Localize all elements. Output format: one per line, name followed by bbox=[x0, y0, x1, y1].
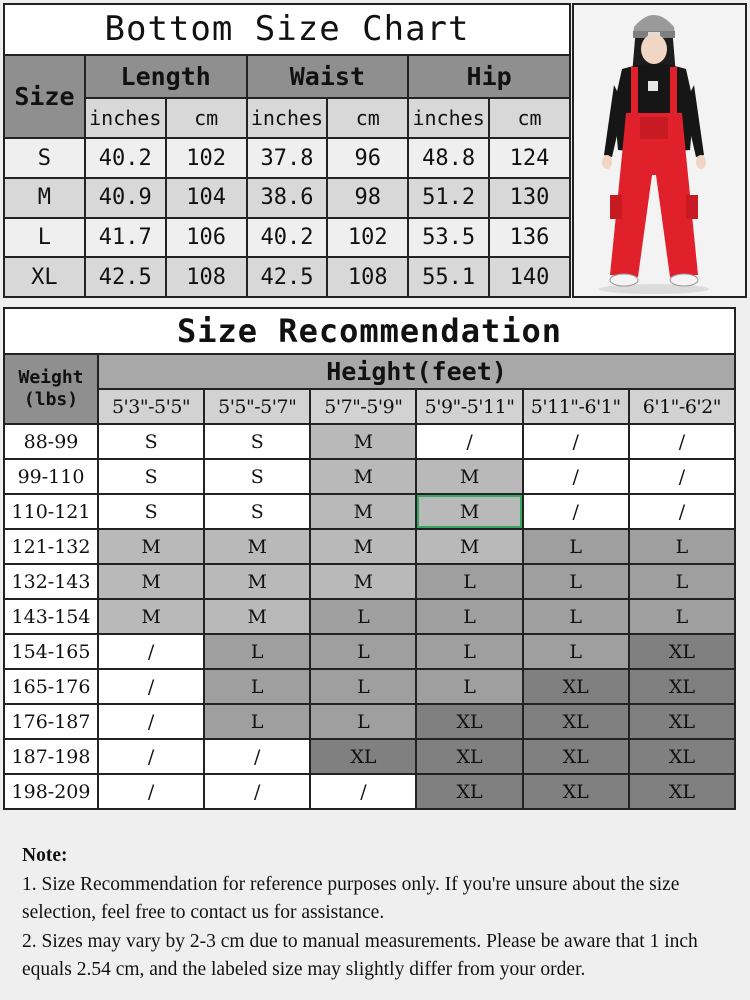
recommended-size-cell: L bbox=[204, 669, 310, 704]
unit-header: inches bbox=[408, 98, 489, 139]
recommended-size-cell: M bbox=[310, 529, 416, 564]
unit-header: cm bbox=[489, 98, 570, 139]
recommendation-row bbox=[4, 739, 735, 774]
recommended-size-cell: L bbox=[204, 634, 310, 669]
recommended-size-cell: M bbox=[204, 564, 310, 599]
recommended-size-cell: XL bbox=[629, 669, 735, 704]
measurement-cell: 48.8 bbox=[408, 138, 489, 178]
hip-header: Hip bbox=[408, 55, 570, 98]
recommended-size-cell: / bbox=[98, 739, 204, 774]
recommended-size-cell: XL bbox=[416, 774, 522, 809]
measurement-cell: 104 bbox=[166, 178, 247, 218]
weight-header bbox=[4, 354, 98, 424]
recommended-size-cell: M bbox=[98, 599, 204, 634]
recommended-size-cell: L bbox=[416, 669, 522, 704]
recommended-size-cell: / bbox=[98, 634, 204, 669]
weight-range: 88-99 bbox=[4, 424, 98, 459]
measurement-cell: 41.7 bbox=[85, 218, 166, 258]
recommended-size-cell: S bbox=[204, 459, 310, 494]
weight-range: 187-198 bbox=[4, 739, 98, 774]
size-label: XL bbox=[4, 257, 85, 297]
weight-range: 165-176 bbox=[4, 669, 98, 704]
recommended-size-cell: M bbox=[98, 564, 204, 599]
weight-range: 132-143 bbox=[4, 564, 98, 599]
size-label: M bbox=[4, 178, 85, 218]
recommendation-row bbox=[4, 669, 735, 704]
recommended-size-cell: L bbox=[310, 704, 416, 739]
weight-range: 99-110 bbox=[4, 459, 98, 494]
recommended-size-cell: M bbox=[310, 564, 416, 599]
height-range-header: 5'11"-6'1" bbox=[523, 389, 629, 424]
measurement-cell: 38.6 bbox=[247, 178, 328, 218]
recommended-size-cell: XL bbox=[523, 669, 629, 704]
recommended-size-cell: XL bbox=[310, 739, 416, 774]
recommended-size-cell: S bbox=[98, 424, 204, 459]
model-illustration bbox=[574, 5, 745, 296]
recommended-size-cell: L bbox=[523, 564, 629, 599]
recommended-size-cell: L bbox=[310, 599, 416, 634]
recommended-size-cell: L bbox=[629, 564, 735, 599]
recommendation-row bbox=[4, 529, 735, 564]
recommended-size-cell: XL bbox=[523, 704, 629, 739]
height-range-header: 6'1"-6'2" bbox=[629, 389, 735, 424]
weight-range: 154-165 bbox=[4, 634, 98, 669]
waist-header: Waist bbox=[247, 55, 409, 98]
recommended-size-cell: XL bbox=[523, 739, 629, 774]
recommended-size-cell: / bbox=[523, 459, 629, 494]
recommendation-row bbox=[4, 564, 735, 599]
recommended-size-cell: / bbox=[629, 494, 735, 529]
model-photo bbox=[572, 3, 747, 298]
recommended-size-cell: XL bbox=[416, 704, 522, 739]
recommendation-title: Size Recommendation bbox=[4, 308, 735, 354]
size-row bbox=[4, 178, 570, 218]
weight-header-label: Weight bbox=[18, 366, 84, 388]
measurement-cell: 102 bbox=[327, 218, 408, 258]
weight-header-unit: (lbs) bbox=[23, 389, 79, 410]
size-label: L bbox=[4, 218, 85, 258]
measurement-cell: 42.5 bbox=[85, 257, 166, 297]
measurement-cell: 37.8 bbox=[247, 138, 328, 178]
measurement-cell: 40.9 bbox=[85, 178, 166, 218]
recommended-size-cell: L bbox=[523, 529, 629, 564]
recommended-size-cell: M bbox=[310, 459, 416, 494]
weight-range: 121-132 bbox=[4, 529, 98, 564]
weight-range: 143-154 bbox=[4, 599, 98, 634]
recommended-size-cell: S bbox=[204, 494, 310, 529]
note-line-1: 1. Size Recommendation for reference purposes only. If you're unsure about the size selection, feel free to contact us for assistance. bbox=[22, 873, 680, 923]
note-section bbox=[22, 842, 732, 985]
height-range-header: 5'7"-5'9" bbox=[310, 389, 416, 424]
recommended-size-cell: XL bbox=[629, 704, 735, 739]
recommended-size-cell: M bbox=[416, 494, 522, 529]
measurement-cell: 130 bbox=[489, 178, 570, 218]
recommended-size-cell: S bbox=[98, 494, 204, 529]
recommended-size-cell: / bbox=[98, 704, 204, 739]
size-recommendation-section bbox=[3, 307, 736, 839]
recommended-size-cell: L bbox=[523, 634, 629, 669]
unit-header: cm bbox=[166, 98, 247, 139]
recommended-size-cell: / bbox=[98, 669, 204, 704]
recommended-size-cell: L bbox=[629, 529, 735, 564]
unit-header: cm bbox=[327, 98, 408, 139]
recommendation-row bbox=[4, 424, 735, 459]
recommended-size-cell: M bbox=[310, 494, 416, 529]
recommended-size-cell: XL bbox=[523, 774, 629, 809]
measurement-cell: 53.5 bbox=[408, 218, 489, 258]
unit-header: inches bbox=[85, 98, 166, 139]
recommended-size-cell: / bbox=[204, 739, 310, 774]
recommended-size-cell: / bbox=[629, 424, 735, 459]
recommended-size-cell: / bbox=[310, 774, 416, 809]
recommended-size-cell: S bbox=[98, 459, 204, 494]
recommended-size-cell: XL bbox=[629, 739, 735, 774]
recommendation-row bbox=[4, 494, 735, 529]
recommendation-row bbox=[4, 459, 735, 494]
size-row bbox=[4, 138, 570, 178]
recommended-size-cell: M bbox=[204, 599, 310, 634]
unit-header: inches bbox=[247, 98, 328, 139]
recommended-size-cell: M bbox=[98, 529, 204, 564]
recommended-size-cell: L bbox=[629, 599, 735, 634]
recommended-size-cell: L bbox=[204, 704, 310, 739]
recommended-size-cell: L bbox=[523, 599, 629, 634]
height-range-header: 5'9"-5'11" bbox=[416, 389, 522, 424]
recommended-size-cell: XL bbox=[629, 634, 735, 669]
measurement-cell: 106 bbox=[166, 218, 247, 258]
recommended-size-cell: / bbox=[98, 774, 204, 809]
recommended-size-cell: / bbox=[523, 494, 629, 529]
bottom-size-chart bbox=[3, 3, 571, 298]
size-label: S bbox=[4, 138, 85, 178]
size-recommendation-table bbox=[3, 307, 736, 810]
recommendation-row bbox=[4, 634, 735, 669]
recommended-size-cell: L bbox=[310, 669, 416, 704]
note-title: Note: bbox=[22, 845, 68, 866]
measurement-cell: 40.2 bbox=[85, 138, 166, 178]
weight-range: 176-187 bbox=[4, 704, 98, 739]
height-header: Height(feet) bbox=[98, 354, 735, 389]
measurement-cell: 51.2 bbox=[408, 178, 489, 218]
height-range-header: 5'5"-5'7" bbox=[204, 389, 310, 424]
measurement-cell: 42.5 bbox=[247, 257, 328, 297]
measurement-cell: 98 bbox=[327, 178, 408, 218]
measurement-cell: 96 bbox=[327, 138, 408, 178]
recommended-size-cell: L bbox=[416, 599, 522, 634]
recommended-size-cell: / bbox=[629, 459, 735, 494]
measurement-cell: 102 bbox=[166, 138, 247, 178]
size-column-header: Size bbox=[4, 55, 85, 138]
recommended-size-cell: S bbox=[204, 424, 310, 459]
weight-range: 198-209 bbox=[4, 774, 98, 809]
measurement-cell: 108 bbox=[327, 257, 408, 297]
recommended-size-cell: L bbox=[416, 634, 522, 669]
recommended-size-cell: L bbox=[416, 564, 522, 599]
recommended-size-cell: / bbox=[204, 774, 310, 809]
recommended-size-cell: M bbox=[416, 459, 522, 494]
measurement-cell: 140 bbox=[489, 257, 570, 297]
recommended-size-cell: XL bbox=[416, 739, 522, 774]
recommendation-row bbox=[4, 774, 735, 809]
recommendation-row bbox=[4, 704, 735, 739]
measurement-cell: 136 bbox=[489, 218, 570, 258]
height-range-header: 5'3"-5'5" bbox=[98, 389, 204, 424]
note-line-2: 2. Sizes may vary by 2-3 cm due to manual measurements. Please be aware that 1 inch equals 2.54 cm, and the labeled size may slightly differ from your order. bbox=[22, 930, 698, 980]
measurement-cell: 108 bbox=[166, 257, 247, 297]
size-row bbox=[4, 218, 570, 258]
measurement-cell: 124 bbox=[489, 138, 570, 178]
recommended-size-cell: M bbox=[416, 529, 522, 564]
recommended-size-cell: L bbox=[310, 634, 416, 669]
measurement-cell: 55.1 bbox=[408, 257, 489, 297]
weight-range: 110-121 bbox=[4, 494, 98, 529]
size-row bbox=[4, 257, 570, 297]
recommended-size-cell: / bbox=[523, 424, 629, 459]
recommended-size-cell: M bbox=[310, 424, 416, 459]
length-header: Length bbox=[85, 55, 247, 98]
recommended-size-cell: M bbox=[204, 529, 310, 564]
measurement-cell: 40.2 bbox=[247, 218, 328, 258]
size-chart-title: Bottom Size Chart bbox=[4, 4, 570, 55]
recommended-size-cell: / bbox=[416, 424, 522, 459]
recommended-size-cell: XL bbox=[629, 774, 735, 809]
recommendation-row bbox=[4, 599, 735, 634]
